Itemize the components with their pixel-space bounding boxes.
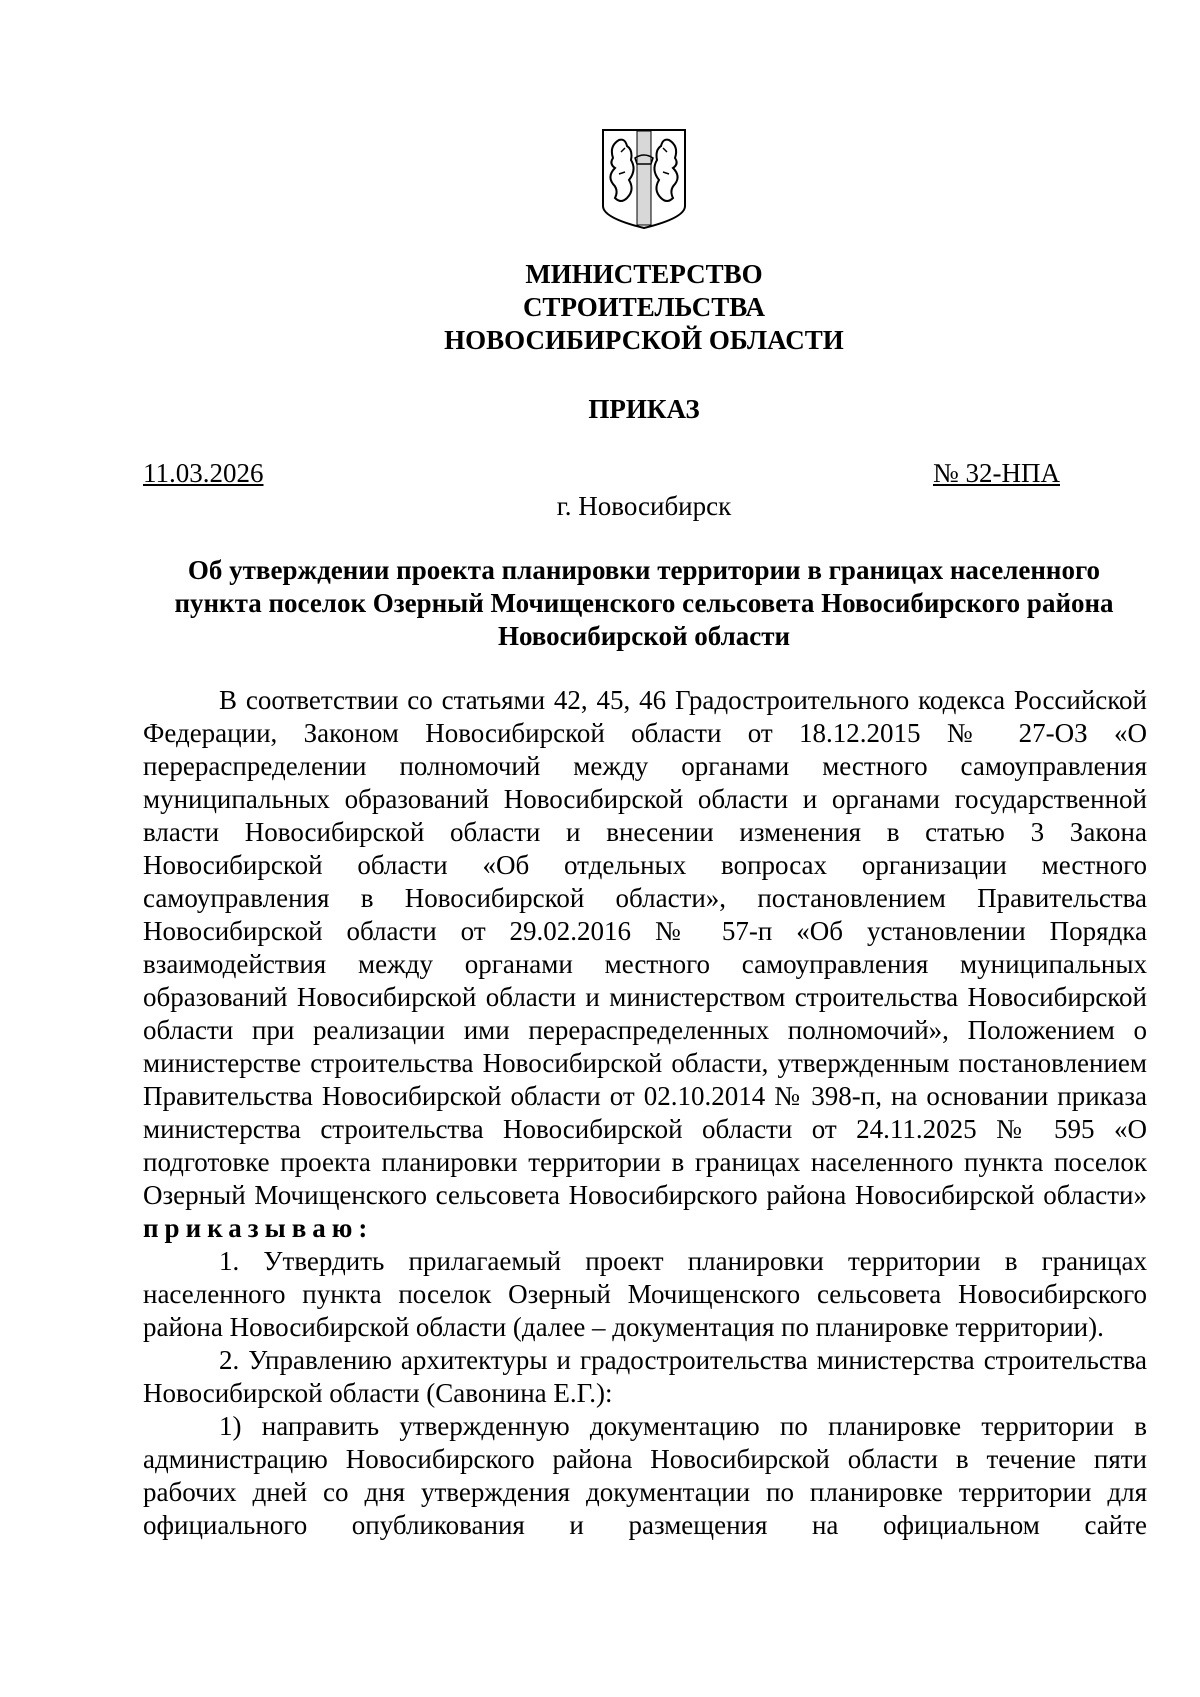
preamble-paragraph	[143, 684, 1147, 1245]
ministry-line-3: НОВОСИБИРСКОЙ ОБЛАСТИ	[444, 325, 844, 355]
ministry-line-1: МИНИСТЕРСТВО	[525, 259, 763, 289]
coat-of-arms-emblem	[601, 128, 687, 230]
subject-line-1: Об утверждении проекта планировки территории в границах населенного	[187, 555, 1101, 585]
item-2-1-paragraph: 1) направить утвержденную документацию по планировке территории в администрацию Новосибирского района Новосибирской области в течение пяти рабочих дней со дня утверждения документации по планировке территории для официального опубликования и размещения на официальном сайте	[143, 1411, 1147, 1540]
item-1-paragraph: 1. Утвердить прилагаемый проект планировки территории в границах населенного пункта поселок Озерный Мочищенского сельсовета Новосибирского района Новосибирской области (далее – документация по планировке территории).	[143, 1246, 1147, 1342]
document-city: г. Новосибирск	[556, 491, 732, 521]
item-2-paragraph: 2. Управлению архитектуры и градостроительства министерства строительства Новосибирской области (Савонина Е.Г.):	[143, 1345, 1147, 1408]
ministry-line-2: СТРОИТЕЛЬСТВА	[522, 292, 766, 322]
document-type: ПРИКАЗ	[588, 394, 700, 424]
order-word: приказываю:	[143, 1213, 374, 1243]
document-date: 11.03.2026	[143, 458, 264, 488]
document-body	[143, 684, 1147, 1542]
subject-line-2: пункта поселок Озерный Мочищенского сельсовета Новосибирского района	[174, 588, 1114, 618]
document-number: № 32-НПА	[933, 458, 1060, 488]
subject-line-3: Новосибирской области	[497, 621, 791, 651]
preamble-text: В соответствии со статьями 42, 45, 46 Градостроительного кодекса Российской Федерации, Законом Новосибирской области от 18.12.2015 № 27-ОЗ «О перераспределении полномочий между органами местного самоуправления муниципальных образований Новосибирской области и органами государственной власти Новосибирской области и внесении изменения в статью 3 Закона Новосибирской области «Об отдельных вопросах организации местного самоуправления в Новосибирской области», постановлением Правительства Новосибирской области от 29.02.2016 № 57-п «Об установлении Порядка взаимодействия между органами местного самоуправления муниципальных образований Новосибирской области и министерством строительства Новосибирской области при реализации ими перераспределенных полномочий», Положением о министерстве строительства Новосибирской области, утвержденным постановлением Правительства Новосибирской области от 02.10.2014 № 398-п, на основании приказа министерства строительства Новосибирской области от 24.11.2025 № 595 «О подготовке проекта планировки территории в границах населенного пункта поселок Озерный Мочищенского сельсовета Новосибирского района Новосибирской области»	[143, 685, 1147, 1210]
document-subject	[0, 554, 1200, 653]
ministry-name	[0, 258, 1200, 357]
